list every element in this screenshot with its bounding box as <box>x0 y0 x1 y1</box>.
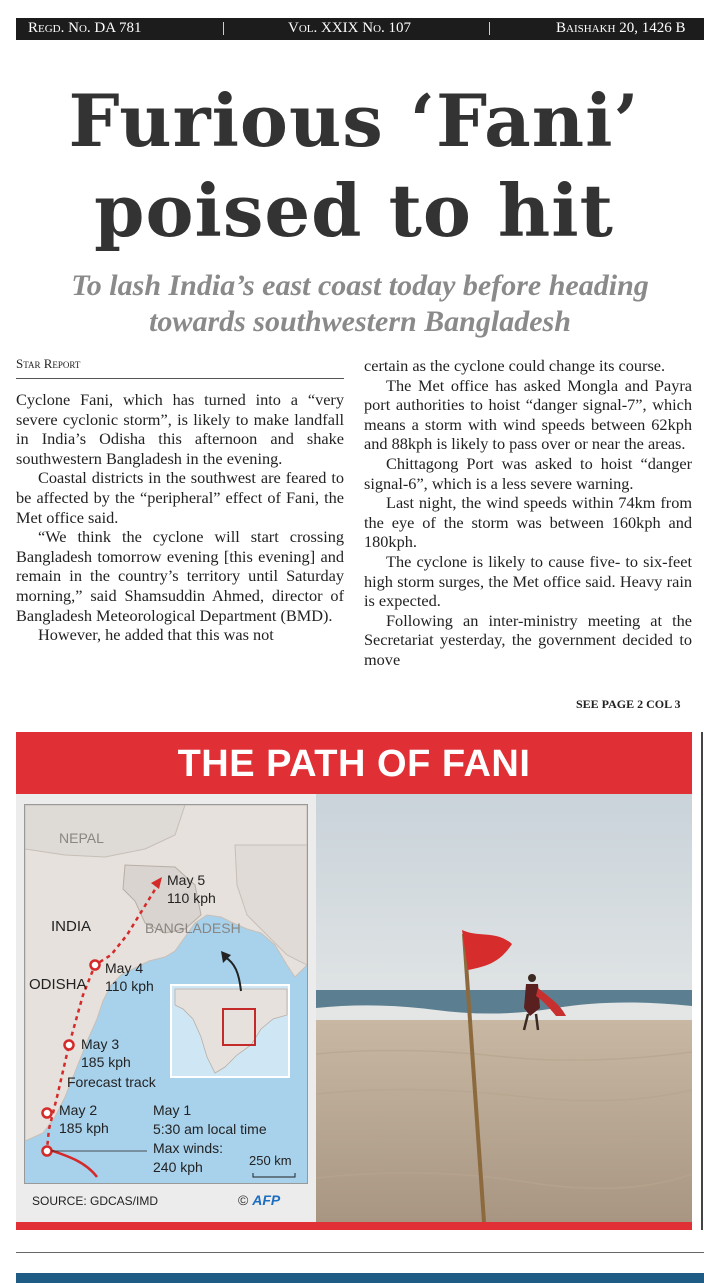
afp-logo: AFP <box>252 1192 281 1208</box>
graphic-title: THE PATH OF FANI <box>16 732 692 794</box>
scale-label: 250 km <box>249 1153 292 1168</box>
byline: Star Report <box>16 356 344 379</box>
subheadline-line-1: To lash India’s east coast today before heading <box>71 269 649 302</box>
track-speed: 185 kph <box>59 1120 109 1136</box>
india-label: INDIA <box>51 918 92 935</box>
story-column-1 <box>16 390 344 645</box>
forecast-track-label: Forecast track <box>67 1074 156 1090</box>
track-date: May 5 <box>167 872 206 888</box>
track-date: May 3 <box>81 1036 120 1052</box>
headline-line-2: poised to hit <box>94 168 614 253</box>
jump-line[interactable]: SEE PAGE 2 COL 3 <box>576 697 681 711</box>
track-point-may4 <box>91 961 100 970</box>
section-divider <box>16 1252 704 1253</box>
subheadline <box>16 268 704 340</box>
story-column-2 <box>364 356 692 670</box>
column-rule <box>701 732 703 1230</box>
track-date: May 2 <box>59 1102 98 1118</box>
track-point-may3 <box>65 1041 74 1050</box>
beach-flag-photo <box>316 794 692 1222</box>
separator: | <box>222 20 226 36</box>
odisha-label: ODISHA <box>29 976 87 993</box>
separator: | <box>488 20 492 36</box>
past-track-line <box>47 1149 97 1177</box>
bangladesh-label: BANGLADESH <box>145 920 241 936</box>
paragraph: “We think the cyclone will start crossing Bangladesh tomorrow evening [this evening] and remain in the country’s territory until Saturday morning,” said Shamsuddin Ahmed, director of Bangladesh Meteorological Department (BMD). <box>16 527 344 625</box>
registration-number: Regd. No. DA 781 <box>28 20 142 36</box>
paragraph: Last night, the wind speeds within 74km from the eye of the storm was between 160kph and 180kph. <box>364 493 692 552</box>
headline-line-1: Furious ‘Fani’ <box>68 78 640 163</box>
paragraph: Chittagong Port was asked to hoist “danger signal-6”, which is a less severe warning. <box>364 453 692 493</box>
track-speed: 110 kph <box>105 978 154 994</box>
cyclone-track-map <box>24 804 308 1184</box>
paragraph: The Met office has asked Mongla and Payra port authorities to hoist “danger signal-7”, which means a storm with wind speeds between 62kph and 88kph is likely to pass over or near the areas. <box>364 375 692 454</box>
subheadline-line-2: towards southwestern Bangladesh <box>149 305 571 338</box>
copyright-symbol: © <box>238 1192 249 1208</box>
paragraph: certain as the cyclone could change its course. <box>364 356 666 375</box>
nepal-label: NEPAL <box>59 830 104 846</box>
graphic-source: SOURCE: GDCAS/IMD <box>32 1194 159 1208</box>
track-point-may1 <box>43 1147 52 1156</box>
volume-number: Vol. XXIX No. 107 <box>288 20 412 36</box>
paragraph: Coastal districts in the southwest are feared to be affected by the “peripheral” effect of Fani, the Met office said. <box>16 468 344 527</box>
next-section-banner <box>16 1273 704 1283</box>
photo-svg <box>316 794 692 1222</box>
may1-max-winds-value: 240 kph <box>153 1159 203 1175</box>
paragraph: The cyclone is likely to cause five- to six-feet high storm surges, the Met office said. Heavy rain is expected. <box>364 551 692 611</box>
graphic-bottom-border <box>16 1222 692 1230</box>
paragraph: However, he added that this was not <box>38 625 274 645</box>
may1-time: 5:30 am local time <box>153 1121 267 1137</box>
track-speed: 185 kph <box>81 1054 131 1070</box>
issue-date: Baishakh 20, 1426 B <box>556 20 686 36</box>
paragraph: Following an inter-ministry meeting at the Secretariat yesterday, the government decided to move <box>364 610 692 669</box>
track-point-may2 <box>43 1109 52 1118</box>
track-speed: 110 kph <box>167 890 216 906</box>
track-date: May 4 <box>105 960 144 976</box>
masthead-strip <box>16 18 704 40</box>
paragraph: Cyclone Fani, which has turned into a “very severe cyclonic storm”, is likely to make landfall in India’s Odisha this afternoon and shake southwestern Bangladesh in the evening. <box>16 390 344 468</box>
inset-map <box>171 985 289 1077</box>
myanmar-region <box>235 845 307 965</box>
cyclone-path-graphic <box>16 732 692 1230</box>
scale-bar <box>253 1173 295 1177</box>
may1-max-winds-label: Max winds: <box>153 1140 224 1156</box>
may1-label: May 1 <box>153 1102 192 1118</box>
graphic-credit <box>238 1192 280 1208</box>
map-svg <box>25 805 307 1183</box>
